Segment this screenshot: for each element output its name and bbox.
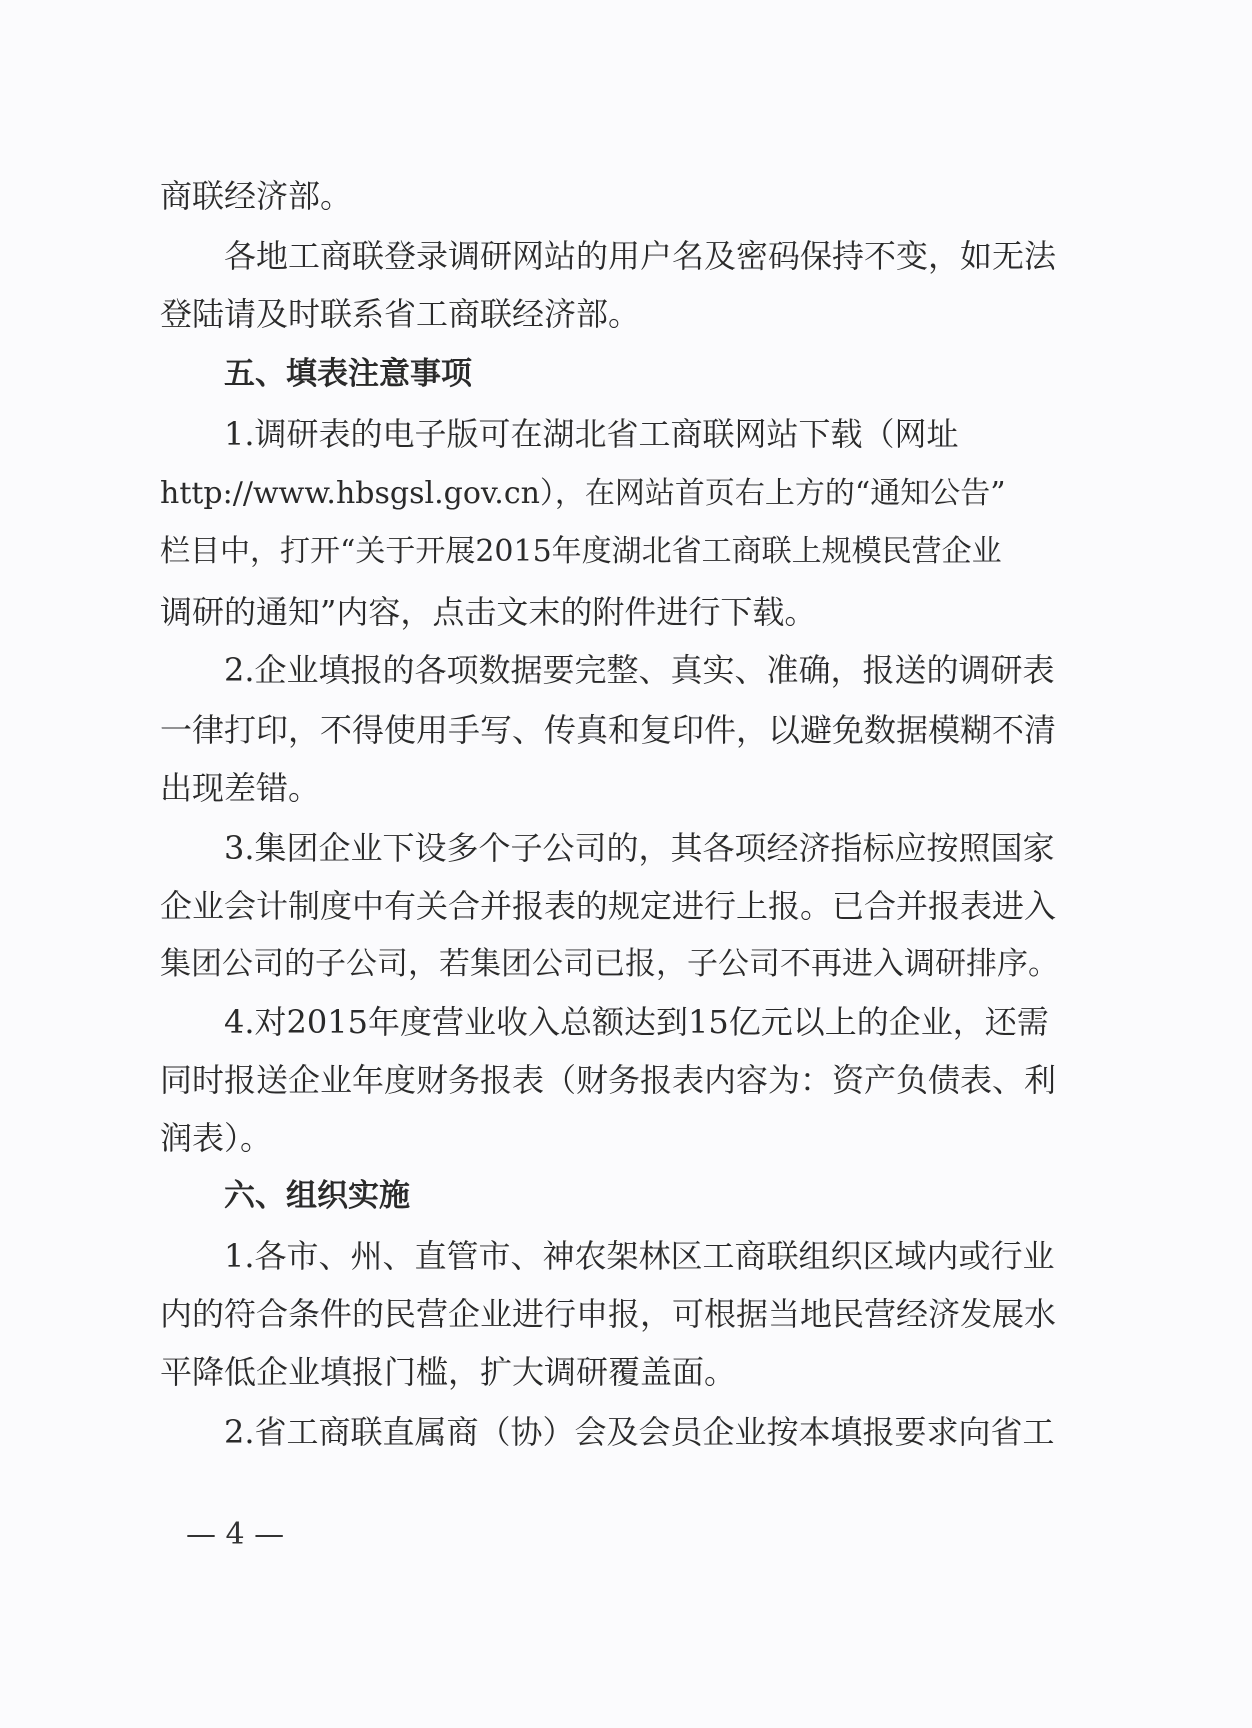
section-heading: 六、组织实施 — [224, 1178, 410, 1214]
text-line: 调研的通知”内容，点击文末的附件进行下载。 — [160, 593, 817, 631]
text-line: 企业会计制度中有关合并报表的规定进行上报。已合并报表进入 — [160, 887, 1057, 925]
text-line: 集团公司的子公司，若集团公司已报，子公司不再进入调研排序。 — [160, 946, 1059, 982]
text-line: 2.省工商联直属商（协）会及会员企业按本填报要求向省工 — [224, 1413, 1055, 1451]
text-line: 各地工商联登录调研网站的用户名及密码保持不变，如无法 — [224, 237, 1057, 275]
text-line: 商联经济部。 — [160, 177, 353, 215]
text-line: 1.调研表的电子版可在湖北省工商联网站下载（网址 — [224, 415, 959, 453]
text-line: 同时报送企业年度财务报表（财务报表内容为：资产负债表、利 — [160, 1061, 1057, 1099]
section-heading: 五、填表注意事项 — [224, 356, 472, 392]
text-line: 栏目中，打开“关于开展2015年度湖北省工商联上规模民营企业 — [160, 534, 1002, 569]
text-line: 内的符合条件的民营企业进行申报，可根据当地民营经济发展水 — [160, 1295, 1057, 1333]
text-line: 登陆请及时联系省工商联经济部。 — [160, 295, 641, 333]
text-line: 一律打印，不得使用手写、传真和复印件，以避免数据模糊不清 — [160, 711, 1057, 749]
text-line: 2.企业填报的各项数据要完整、真实、准确，报送的调研表 — [224, 651, 1055, 689]
text-line: 出现差错。 — [160, 769, 321, 807]
text-line: 润表）。 — [160, 1119, 273, 1157]
text-line: http://www.hbsgsl.gov.cn），在网站首页右上方的“通知公告” — [160, 476, 1006, 511]
page-number: — 4 — — [186, 1517, 285, 1552]
text-line: 1.各市、州、直管市、神农架林区工商联组织区域内或行业 — [224, 1237, 1055, 1275]
text-line: 3.集团企业下设多个子公司的，其各项经济指标应按照国家 — [224, 829, 1055, 867]
text-line: 4.对2015年度营业收入总额达到15亿元以上的企业，还需 — [224, 1003, 1049, 1041]
text-line: 平降低企业填报门槛，扩大调研覆盖面。 — [160, 1353, 737, 1391]
